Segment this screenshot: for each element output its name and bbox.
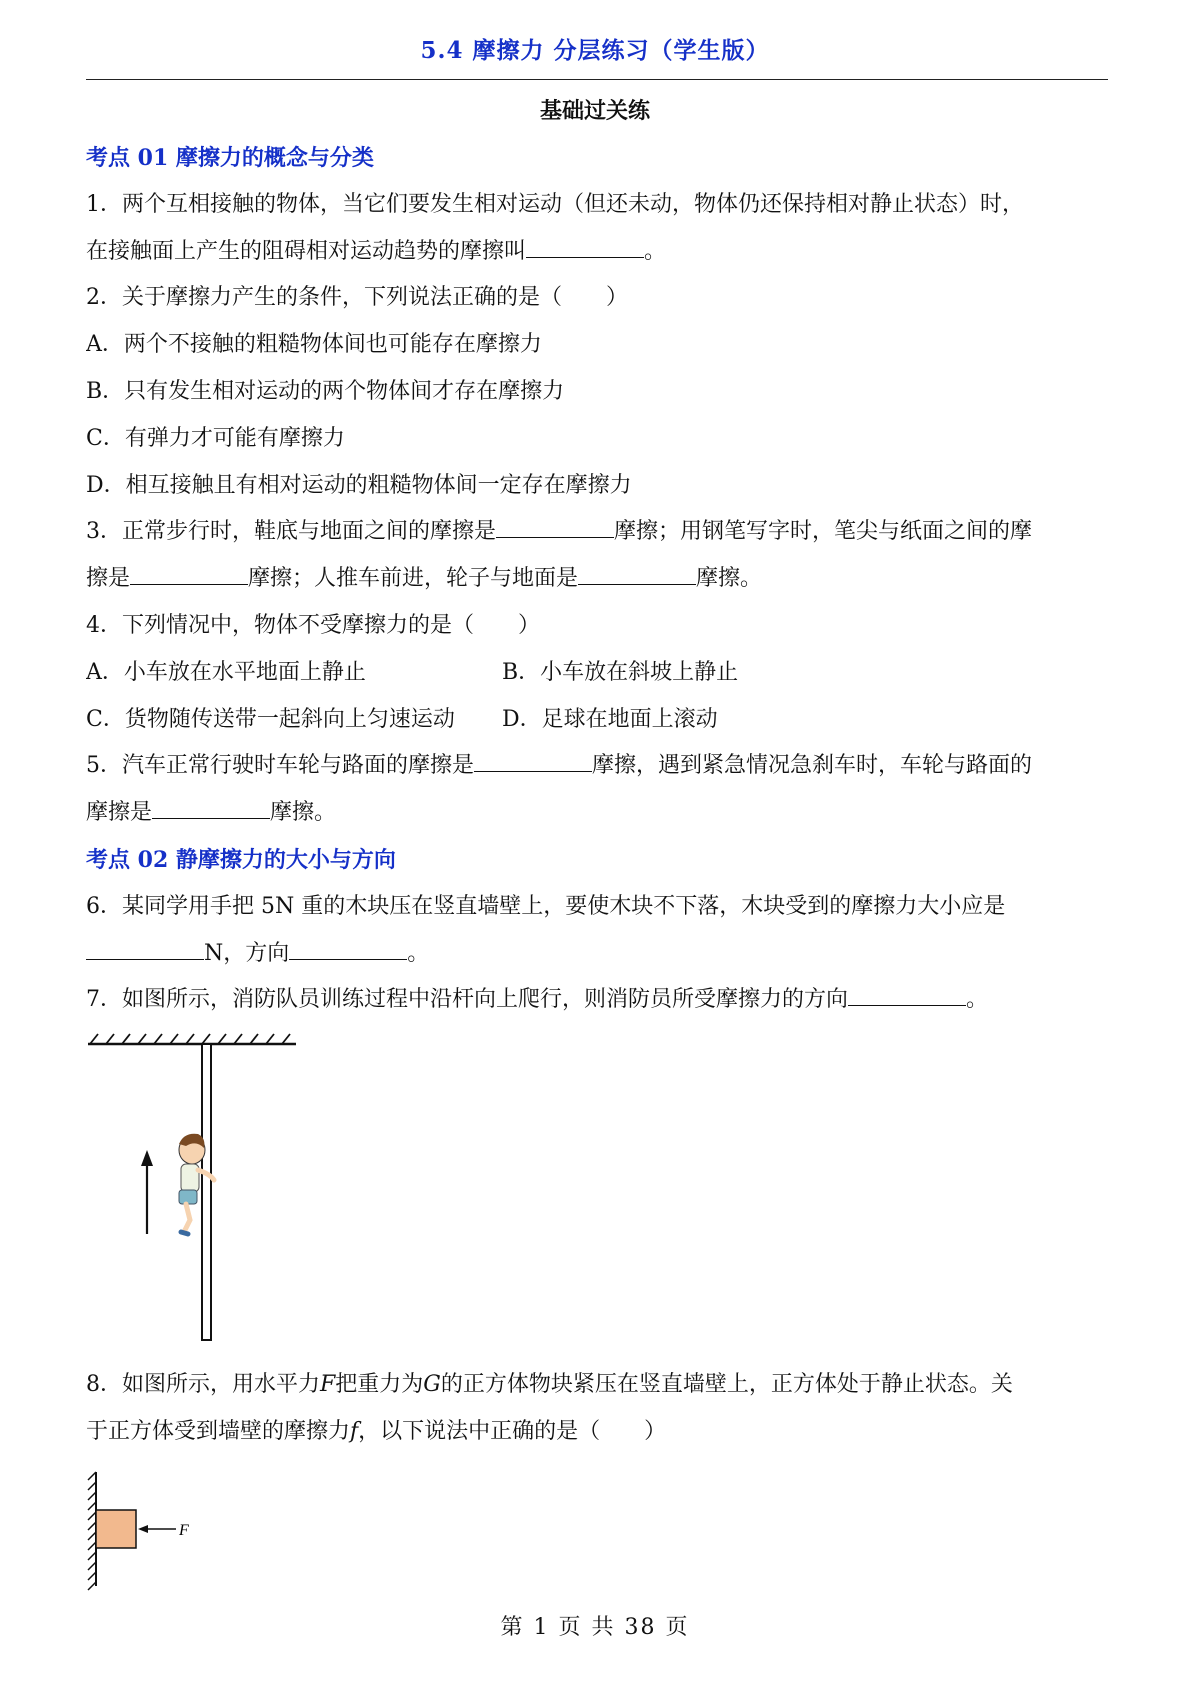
question-4-options-ab: [86, 650, 1108, 697]
force-label: F: [179, 1521, 189, 1539]
question-1-line-2: [86, 229, 1108, 276]
q5-text: 摩擦。: [270, 800, 337, 826]
upward-arrow-head: [141, 1150, 153, 1166]
header-rule: [86, 79, 1108, 80]
q8-var-f: F: [320, 1372, 336, 1398]
wall-hatch: [88, 1472, 96, 1590]
q3-text: 摩擦。: [696, 566, 763, 592]
question-2-option-d[interactable]: D．相互接触且有相对运动的粗糙物体间一定存在摩擦力: [86, 472, 632, 498]
q8-var-friction: f: [350, 1418, 359, 1444]
question-5-line-1: [86, 743, 1108, 790]
force-arrow-head: [138, 1525, 148, 1533]
document-title: 5.4 摩擦力 分层练习（学生版）: [420, 37, 770, 64]
question-8-line-1: [86, 1362, 1108, 1409]
topic-heading-1: 考点 01 摩擦力的概念与分类: [86, 145, 374, 171]
answer-blank[interactable]: [496, 517, 614, 538]
ceiling-hatch: [90, 1034, 290, 1044]
figure-block-wall: [86, 1456, 1108, 1601]
q7-text: 。: [966, 987, 989, 1013]
q3-text: 擦是: [86, 566, 131, 592]
q3-text: 摩擦；用钢笔写字时，笔尖与纸面之间的摩: [614, 519, 1033, 545]
q3-text: 3．正常步行时，鞋底与地面之间的摩擦是: [86, 519, 496, 545]
q1-text-end: 。: [644, 238, 667, 264]
q5-text: 摩擦，遇到紧急情况急刹车时，车轮与路面的: [592, 753, 1033, 779]
question-3-line-1: [86, 509, 1108, 556]
answer-blank[interactable]: [86, 939, 204, 960]
pole: [202, 1044, 211, 1340]
answer-blank[interactable]: [474, 751, 592, 772]
question-4-options-cd: [86, 697, 1108, 744]
question-4-option-c[interactable]: C．货物随传送带一起斜向上匀速运动: [86, 706, 455, 732]
section-title: 基础过关练: [539, 98, 650, 124]
q7-text: 7．如图所示，消防队员训练过程中沿杆向上爬行，则消防员所受摩擦力的方向: [86, 987, 848, 1013]
q8-text: 把重力为: [335, 1372, 424, 1398]
answer-blank[interactable]: [526, 237, 644, 258]
question-4-option-a[interactable]: A．小车放在水平地面上静止: [86, 659, 366, 685]
square-block: [96, 1510, 136, 1548]
block-wall-diagram: [86, 1456, 236, 1596]
question-6-line-2: [86, 931, 1108, 978]
answer-blank[interactable]: [289, 939, 407, 960]
answer-blank[interactable]: [848, 985, 966, 1006]
question-8-line-2: [86, 1409, 1108, 1456]
question-2-option-b[interactable]: B．只有发生相对运动的两个物体间才存在摩擦力: [86, 378, 565, 404]
q8-text: 于正方体受到墙壁的摩擦力: [86, 1418, 351, 1444]
question-2-option-a[interactable]: A．两个不接触的粗糙物体间也可能存在摩擦力: [86, 332, 542, 358]
q8-text: 的正方体物块紧压在竖直墙壁上，正方体处于静止状态。关: [440, 1372, 1013, 1398]
question-2-stem: 2．关于摩擦力产生的条件，下列说法正确的是（ ）: [86, 285, 628, 311]
q8-text: ，以下说法中正确的是（ ）: [358, 1418, 667, 1444]
question-4-stem: 4．下列情况中，物体不受摩擦力的是（ ）: [86, 612, 540, 638]
question-1-line-1: 1．两个互相接触的物体，当它们要发生相对运动（但还未动，物体仍还保持相对静止状态）时，: [86, 191, 1025, 217]
figure-firefighter-pole: [86, 1024, 1108, 1344]
topic-heading-2: 考点 02 静摩擦力的大小与方向: [86, 846, 396, 873]
q8-text: 8．如图所示，用水平力: [86, 1372, 320, 1398]
question-7-line: [86, 977, 1108, 1024]
q1-text: 在接触面上产生的阻碍相对运动趋势的摩擦叫: [86, 238, 527, 264]
document-body: [86, 135, 1108, 1601]
q8-var-g: G: [423, 1372, 441, 1398]
question-3-line-2: [86, 556, 1108, 603]
q5-text: 5．汽车正常行驶时车轮与路面的摩擦是: [86, 753, 474, 779]
q3-text: 摩擦；人推车前进，轮子与地面是: [248, 566, 579, 592]
firefighter-pole-diagram: [86, 1024, 306, 1344]
q6-text: N，方向: [204, 940, 290, 966]
answer-blank[interactable]: [578, 564, 696, 585]
question-4-option-b[interactable]: B．小车放在斜坡上静止: [502, 659, 739, 685]
question-6-line-1: 6．某同学用手把 5N 重的木块压在竖直墙壁上，要使木块不下落，木块受到的摩擦力大小应是: [86, 893, 1006, 919]
answer-blank[interactable]: [130, 564, 248, 585]
q5-text: 摩擦是: [86, 800, 153, 826]
q6-text: 。: [407, 940, 430, 966]
answer-blank[interactable]: [152, 798, 270, 819]
question-2-option-c[interactable]: C．有弹力才可能有摩擦力: [86, 425, 345, 451]
question-4-option-d[interactable]: D．足球在地面上滚动: [502, 706, 718, 732]
spacer: [86, 1344, 1108, 1362]
page-footer: 第 1 页 共 38 页: [500, 1615, 690, 1640]
question-5-line-2: [86, 790, 1108, 837]
